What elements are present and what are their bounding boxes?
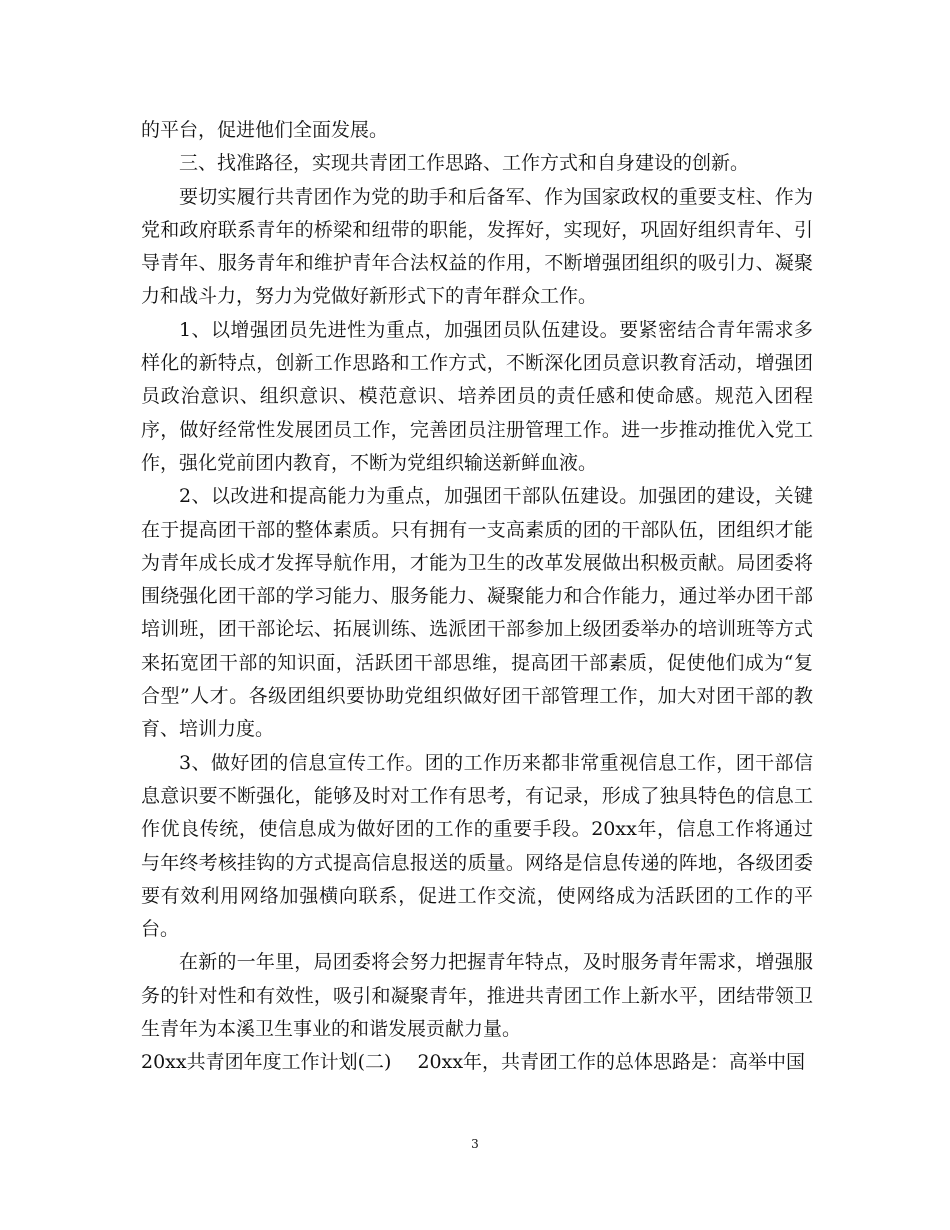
- next-plan-line: [141, 1046, 813, 1079]
- paragraph-item-1: 1、以增强团员先进性为重点，加强团员队伍建设。要紧密结合青年需求多样化的新特点，创新工作思路和工作方式，不断深化团员意识教育活动，增强团员政治意识、组织意识、模范意识、培养团员的责任感和使命感。规范入团程序，做好经常性发展团员工作，完善团员注册管理工作。进一步推动推优入党工作，强化党前团内教育，不断为党组织输送新鲜血液。: [141, 318, 813, 474]
- paragraph-conclusion: 在新的一年里，局团委将会努力把握青年特点，及时服务青年需求，增强服务的针对性和有效性，吸引和凝聚青年，推进共青团工作上新水平，团结带领卫生青年为本溪卫生事业的和谐发展贡献力量。: [141, 951, 813, 1041]
- next-plan-text: 20xx年，共青团工作的总体思路是：高举中国: [417, 1051, 806, 1074]
- paragraph-item-3: 3、做好团的信息宣传工作。团的工作历来都非常重视信息工作，团干部信息意识要不断强化，能够及时对工作有思考，有记录，形成了独具特色的信息工作优良传统，使信息成为做好团的工作的重要手段。20xx年，信息工作将通过与年终考核挂钩的方式提高信息报送的质量。网络是信息传递的阵地，各级团委要有效利用网络加强横向联系，促进工作交流，使网络成为活跃团的工作的平台。: [141, 751, 813, 941]
- paragraph-duties: 要切实履行共青团作为党的助手和后备军、作为国家政权的重要支柱、作为党和政府联系青年的桥梁和纽带的职能，发挥好，实现好，巩固好组织青年、引导青年、服务青年和维护青年合法权益的作用，不断增强团组织的吸引力、凝聚力和战斗力，努力为党做好新形式下的青年群众工作。: [141, 185, 813, 308]
- document-body: [141, 114, 813, 1080]
- paragraph-continuation: 的平台，促进他们全面发展。: [141, 119, 389, 141]
- paragraph-section-three-heading: 三、找准路径，实现共青团工作思路、工作方式和自身建设的创新。: [179, 152, 750, 175]
- paragraph-item-2: 2、以改进和提高能力为重点，加强团干部队伍建设。加强团的建设，关键在于提高团干部的整体素质。只有拥有一支高素质的团的干部队伍，团组织才能为青年成长成才发挥导航作用，才能为卫生的改革发展做出积极贡献。局团委将围绕强化团干部的学习能力、服务能力、凝聚能力和合作能力，通过举办团干部培训班，团干部论坛、拓展训练、选派团干部参加上级团委举办的培训班等方式来拓宽团干部的知识面，活跃团干部思维，提高团干部素质，促使他们成为“复合型”人才。各级团组织要协助党组织做好团干部管理工作，加大对团干部的教育、培训力度。: [141, 485, 813, 741]
- next-plan-heading: 20xx共青团年度工作计划(二): [141, 1051, 392, 1074]
- page-number: 3: [471, 1137, 479, 1151]
